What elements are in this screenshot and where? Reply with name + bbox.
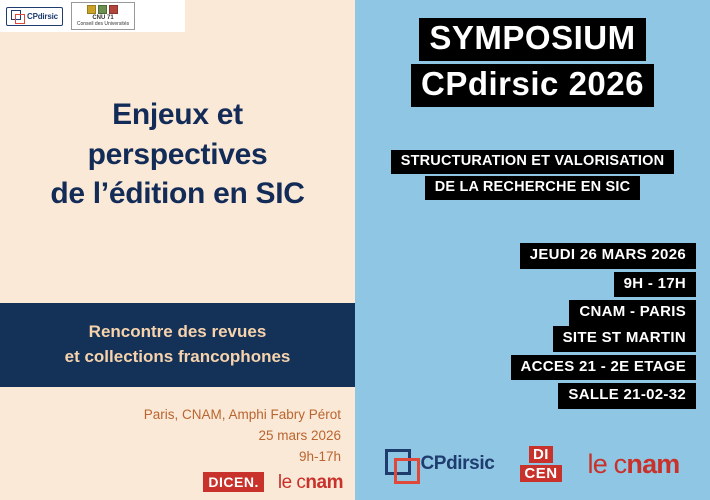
cnu-logo-line2: Conseil des Universités [76,20,130,27]
left-title-line-3: de l’édition en SIC [50,177,305,211]
where-access: ACCES 21 - 2E ETAGE [511,355,696,381]
cpdirsic-logo-large [385,449,494,479]
left-band-line-2: et collections francophones [64,347,291,366]
when-place: CNAM - PARIS [569,300,696,326]
event-where-block [355,323,696,409]
cnam-logo-small-thin: le c [277,472,306,493]
top-logo-bar [0,0,185,32]
symposium-title [355,18,710,107]
left-venue-line: Paris, CNAM, Amphi Fabry Pérot [143,407,341,422]
right-footer-logos [355,446,710,482]
left-title [0,95,355,214]
left-title-line-2: perspectives [87,137,268,171]
cnam-logo-small [278,473,343,492]
where-site: SITE ST MARTIN [553,326,696,352]
cnam-logo-large-bold: nam [626,448,680,479]
cpdirsic-squares-icon [11,10,24,23]
where-room: SALLE 21-02-32 [558,383,696,409]
symposium-line-2: CPdirsic 2026 [411,64,654,107]
dicen-logo-small: DICEN. [203,472,263,492]
right-panel [355,0,710,500]
subtitle-line-1: STRUCTURATION ET VALORISATION [391,150,675,174]
when-date: JEUDI 26 MARS 2026 [520,243,696,269]
symposium-line-1: SYMPOSIUM [419,18,645,61]
left-footer-logos [203,472,343,492]
cnu-logo-line1: CNU 71 [92,14,114,21]
left-subtitle-band [0,303,355,387]
cpdirsic-squares-large-icon [385,449,415,479]
event-when-block [355,240,696,326]
cnam-logo-large-thin: le c [587,448,627,479]
left-title-line-1: Enjeux et [112,98,243,131]
left-hours-line: 9h-17h [298,448,341,464]
left-date-line: 25 mars 2026 [258,427,341,443]
subtitle-line-2: DE LA RECHERCHE EN SIC [425,176,641,200]
dicen-logo-large [520,446,561,482]
dicen-logo-line-1: DI [529,446,553,463]
symposium-subtitle [355,148,710,200]
dicen-logo-line-2: CEN [520,465,561,482]
cnu-books-icon [77,5,129,14]
when-hours: 9H - 17H [614,272,696,298]
cpdirsic-logo-small [6,7,63,26]
left-event-details [0,405,341,468]
cnam-logo-large [587,448,680,479]
left-band-line-1: Rencontre des revues [88,322,267,342]
cnu-logo [71,2,135,31]
cnam-logo-small-bold: nam [305,472,343,493]
cpdirsic-logo-label: CPdirsic [27,11,58,21]
cpdirsic-logo-large-label: CPdirsic [420,453,495,474]
